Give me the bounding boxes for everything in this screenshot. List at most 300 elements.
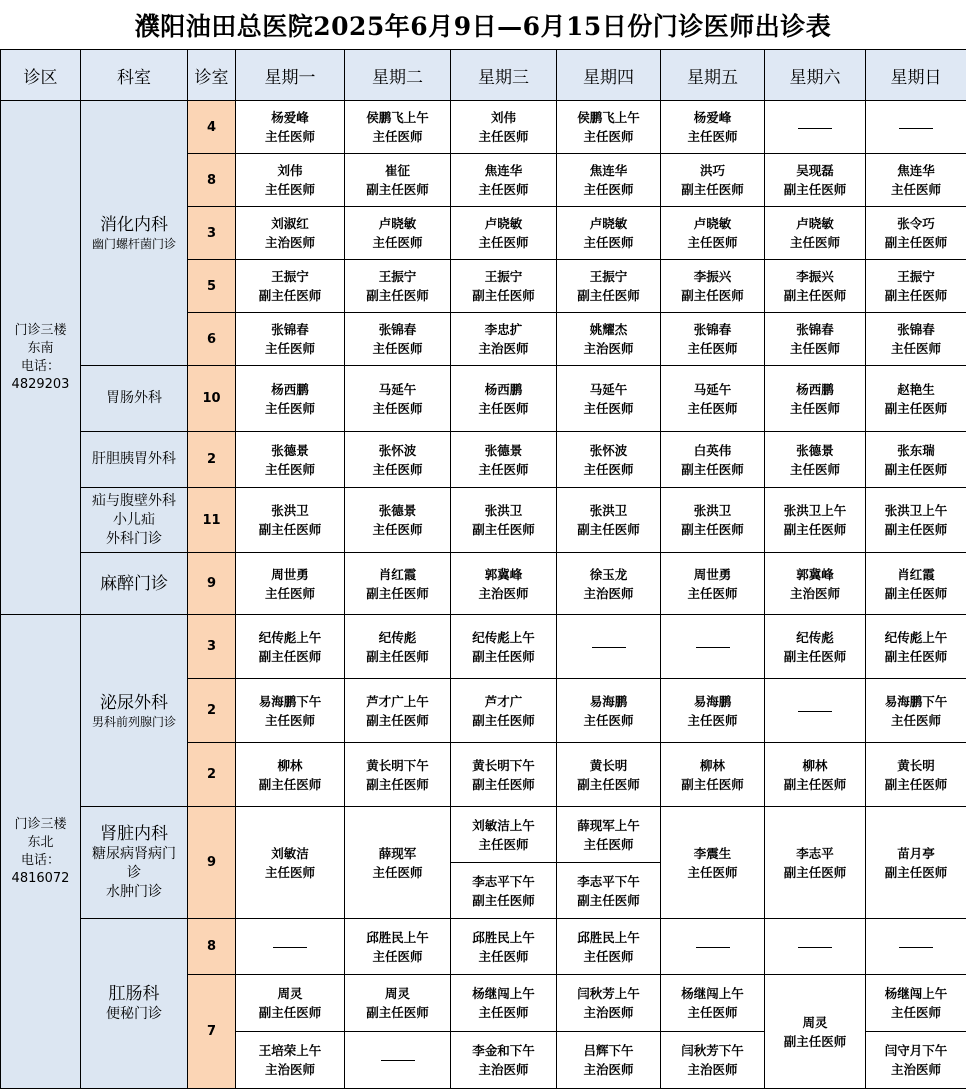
dash-mark <box>592 647 626 648</box>
empty-cell <box>661 919 765 975</box>
doctor-name: 张洪卫 <box>661 501 764 520</box>
doctor-title: 副主任医师 <box>661 286 764 305</box>
room-number: 3 <box>188 615 236 679</box>
dash-mark <box>696 947 730 948</box>
doctor-cell <box>345 207 451 260</box>
doctor-name: 张锦春 <box>345 320 450 339</box>
doctor-title: 主任医师 <box>765 339 865 358</box>
doctor-name: 张洪卫 <box>451 501 556 520</box>
doctor-cell <box>866 432 966 488</box>
doctor-cell <box>451 207 557 260</box>
label-line: 肝胆胰胃外科 <box>81 450 187 469</box>
doctor-cell <box>661 154 765 207</box>
doctor-title: 副主任医师 <box>866 863 966 882</box>
doctor-title: 主任医师 <box>345 520 450 539</box>
morning-slot <box>557 975 660 1032</box>
doctor-name: 杨西鹏 <box>451 380 556 399</box>
header-thu: 星期四 <box>557 50 661 101</box>
doctor-title: 主任医师 <box>557 399 660 418</box>
doctor-name: 赵艳生 <box>866 380 966 399</box>
dash-mark <box>381 1060 415 1061</box>
doctor-name: 白英伟 <box>661 441 764 460</box>
doctor-title: 主治医师 <box>451 584 556 603</box>
doctor-cell <box>765 807 866 919</box>
split-halves <box>345 975 450 1088</box>
doctor-title: 主治医师 <box>866 1060 966 1079</box>
doctor-name: 焦连华 <box>451 161 556 180</box>
doctor-title: 主任医师 <box>451 460 556 479</box>
doctor-title: 主任医师 <box>236 127 344 146</box>
doctor-title: 副主任医师 <box>866 286 966 305</box>
doctor-title: 副主任医师 <box>345 180 450 199</box>
doctor-title: 副主任医师 <box>451 711 556 730</box>
doctor-title: 主治医师 <box>765 584 865 603</box>
room-number: 8 <box>188 919 236 975</box>
room-number: 9 <box>188 553 236 615</box>
doctor-cell <box>451 366 557 432</box>
doctor-name: 杨爱峰 <box>236 108 344 127</box>
doctor-title: 主任医师 <box>236 711 344 730</box>
label-line: 东北 <box>1 834 80 852</box>
doctor-cell <box>236 207 345 260</box>
table-row <box>1 615 966 679</box>
doctor-name: 吕辉下午 <box>557 1041 660 1060</box>
doctor-cell <box>345 101 451 154</box>
doctor-cell <box>345 743 451 807</box>
doctor-title: 主治医师 <box>557 1060 660 1079</box>
afternoon-slot <box>557 1032 660 1088</box>
doctor-name: 张德景 <box>451 441 556 460</box>
doctor-cell <box>451 154 557 207</box>
label-line: 幽门螺杆菌门诊 <box>81 236 187 252</box>
doctor-name: 张锦春 <box>765 320 865 339</box>
doctor-title: 副主任医师 <box>866 233 966 252</box>
doctor-cell <box>661 432 765 488</box>
doctor-cell <box>765 615 866 679</box>
doctor-name: 张德景 <box>765 441 865 460</box>
page-title: 濮阳油田总医院2025年6月9日—6月15日份门诊医师出诊表 <box>0 0 966 49</box>
split-cell <box>661 975 765 1089</box>
split-halves <box>661 975 764 1088</box>
doctor-title: 主任医师 <box>661 399 764 418</box>
label-line: 小儿疝 <box>81 511 187 530</box>
doctor-name: 纪传彪 <box>345 628 450 647</box>
doctor-name: 卢晓敏 <box>765 214 865 233</box>
doctor-title: 主任医师 <box>866 339 966 358</box>
doctor-cell <box>866 743 966 807</box>
doctor-title: 副主任医师 <box>661 520 764 539</box>
doctor-cell <box>557 919 661 975</box>
doctor-title: 副主任医师 <box>236 1003 344 1022</box>
doctor-cell <box>557 553 661 615</box>
room-number: 7 <box>188 975 236 1089</box>
dash-mark <box>696 647 730 648</box>
dept-nephrology <box>81 807 188 919</box>
doctor-cell <box>765 207 866 260</box>
doctor-name: 邱胜民上午 <box>345 928 450 947</box>
doctor-cell <box>236 432 345 488</box>
doctor-cell <box>866 366 966 432</box>
doctor-name: 周灵 <box>765 1013 865 1032</box>
doctor-title: 主治医师 <box>236 233 344 252</box>
doctor-cell <box>236 366 345 432</box>
doctor-title: 主任医师 <box>661 339 764 358</box>
label-line: 电话： <box>1 358 80 376</box>
room-number: 9 <box>188 807 236 919</box>
doctor-name: 王培荣上午 <box>236 1041 344 1060</box>
doctor-cell <box>236 743 345 807</box>
doctor-name: 纪传彪上午 <box>866 628 966 647</box>
doctor-name: 易海鹏 <box>557 692 660 711</box>
doctor-cell <box>557 432 661 488</box>
doctor-cell <box>345 366 451 432</box>
doctor-cell <box>661 313 765 366</box>
doctor-title: 副主任医师 <box>765 863 865 882</box>
doctor-name: 刘敏洁上午 <box>451 816 556 835</box>
doctor-name: 苗月亭 <box>866 844 966 863</box>
empty-cell <box>866 101 966 154</box>
dash-mark <box>798 947 832 948</box>
split-cell <box>557 807 661 919</box>
label-line: 泌尿外科 <box>81 692 187 714</box>
doctor-cell <box>236 679 345 743</box>
doctor-title: 主任医师 <box>765 399 865 418</box>
doctor-title: 主任医师 <box>866 180 966 199</box>
dept-urology <box>81 615 188 807</box>
doctor-name: 李振兴 <box>765 267 865 286</box>
room-number: 2 <box>188 743 236 807</box>
doctor-cell <box>236 807 345 919</box>
afternoon-slot <box>451 863 556 918</box>
doctor-title: 副主任医师 <box>345 775 450 794</box>
doctor-name: 邱胜民上午 <box>451 928 556 947</box>
morning-slot <box>557 807 660 863</box>
doctor-cell <box>345 553 451 615</box>
doctor-name: 周世勇 <box>236 565 344 584</box>
table-row <box>1 919 966 975</box>
doctor-name: 黄长明 <box>557 756 660 775</box>
doctor-name: 焦连华 <box>557 161 660 180</box>
room-number: 4 <box>188 101 236 154</box>
table-row <box>1 366 966 432</box>
label-line: 门诊三楼 <box>1 816 80 834</box>
doctor-title: 副主任医师 <box>765 1032 865 1051</box>
doctor-cell <box>661 260 765 313</box>
doctor-title: 副主任医师 <box>661 775 764 794</box>
doctor-name: 纪传彪上午 <box>236 628 344 647</box>
morning-slot <box>866 975 966 1032</box>
doctor-cell <box>451 743 557 807</box>
doctor-title: 副主任医师 <box>866 647 966 666</box>
doctor-name: 杨继闯上午 <box>451 984 556 1003</box>
doctor-title: 副主任医师 <box>236 286 344 305</box>
doctor-cell <box>451 553 557 615</box>
doctor-name: 李震生 <box>661 844 764 863</box>
room-number: 5 <box>188 260 236 313</box>
header-room: 诊室 <box>188 50 236 101</box>
doctor-cell <box>236 488 345 553</box>
doctor-name: 张洪卫 <box>236 501 344 520</box>
doctor-name: 薛现军上午 <box>557 816 660 835</box>
doctor-title: 主任医师 <box>661 711 764 730</box>
label-line: 消化内科 <box>81 214 187 236</box>
doctor-cell <box>236 313 345 366</box>
doctor-title: 主任医师 <box>451 180 556 199</box>
doctor-cell <box>765 260 866 313</box>
doctor-name: 黄长明下午 <box>345 756 450 775</box>
doctor-name: 闫秋芳下午 <box>661 1041 764 1060</box>
doctor-title: 副主任医师 <box>765 775 865 794</box>
split-cell <box>451 807 557 919</box>
header-fri: 星期五 <box>661 50 765 101</box>
doctor-cell <box>557 679 661 743</box>
doctor-name: 纪传彪 <box>765 628 865 647</box>
morning-slot <box>661 975 764 1032</box>
doctor-cell <box>345 432 451 488</box>
doctor-name: 黄长明 <box>866 756 966 775</box>
afternoon-slot-empty <box>345 1032 450 1088</box>
label-line: 电话： <box>1 852 80 870</box>
doctor-title: 副主任医师 <box>236 775 344 794</box>
doctor-name: 闫守月下午 <box>866 1041 966 1060</box>
doctor-cell <box>765 313 866 366</box>
doctor-cell <box>765 432 866 488</box>
doctor-title: 主任医师 <box>345 947 450 966</box>
doctor-cell <box>661 207 765 260</box>
doctor-name: 吴现磊 <box>765 161 865 180</box>
doctor-title: 副主任医师 <box>661 180 764 199</box>
doctor-title: 主任医师 <box>236 399 344 418</box>
empty-cell <box>236 919 345 975</box>
doctor-cell <box>236 553 345 615</box>
doctor-cell <box>765 975 866 1089</box>
doctor-title: 主任医师 <box>451 399 556 418</box>
doctor-title: 副主任医师 <box>765 647 865 666</box>
doctor-name: 张怀波 <box>345 441 450 460</box>
empty-cell <box>765 101 866 154</box>
doctor-title: 主任医师 <box>345 863 450 882</box>
doctor-title: 主治医师 <box>236 1060 344 1079</box>
doctor-title: 主任医师 <box>345 233 450 252</box>
doctor-cell <box>557 260 661 313</box>
doctor-name: 芦才广 <box>451 692 556 711</box>
doctor-name: 周灵 <box>345 984 450 1003</box>
doctor-name: 张令巧 <box>866 214 966 233</box>
schedule-table <box>0 49 966 1089</box>
header-mon: 星期一 <box>236 50 345 101</box>
doctor-name: 杨继闯上午 <box>866 984 966 1003</box>
morning-slot <box>345 975 450 1032</box>
doctor-cell <box>765 154 866 207</box>
doctor-name: 张锦春 <box>661 320 764 339</box>
split-cell <box>451 975 557 1089</box>
doctor-name: 张德景 <box>345 501 450 520</box>
empty-cell <box>557 615 661 679</box>
doctor-name: 刘淑红 <box>236 214 344 233</box>
doctor-name: 李志平下午 <box>451 872 556 891</box>
doctor-cell <box>765 366 866 432</box>
afternoon-slot <box>661 1032 764 1088</box>
doctor-cell <box>866 154 966 207</box>
doctor-title: 主任医师 <box>557 127 660 146</box>
doctor-title: 主任医师 <box>451 835 556 854</box>
doctor-title: 主任医师 <box>236 460 344 479</box>
doctor-cell <box>557 207 661 260</box>
header-wed: 星期三 <box>451 50 557 101</box>
doctor-title: 副主任医师 <box>866 775 966 794</box>
split-halves <box>451 975 556 1088</box>
doctor-title: 副主任医师 <box>765 180 865 199</box>
doctor-cell <box>451 615 557 679</box>
doctor-name: 卢晓敏 <box>661 214 764 233</box>
label-line: 水肿门诊 <box>81 883 187 902</box>
doctor-name: 马延午 <box>557 380 660 399</box>
doctor-cell <box>661 807 765 919</box>
doctor-cell <box>866 207 966 260</box>
doctor-name: 李忠扩 <box>451 320 556 339</box>
doctor-cell <box>345 260 451 313</box>
label-line: 肾脏内科 <box>81 823 187 845</box>
doctor-title: 副主任医师 <box>345 711 450 730</box>
doctor-title: 主任医师 <box>557 711 660 730</box>
split-halves <box>451 807 556 918</box>
empty-cell <box>866 919 966 975</box>
doctor-title: 副主任医师 <box>451 775 556 794</box>
doctor-cell <box>451 313 557 366</box>
doctor-name: 肖红霞 <box>345 565 450 584</box>
doctor-title: 主任医师 <box>557 233 660 252</box>
doctor-name: 张怀波 <box>557 441 660 460</box>
doctor-cell <box>345 488 451 553</box>
empty-cell <box>661 615 765 679</box>
doctor-title: 副主任医师 <box>451 647 556 666</box>
room-number: 2 <box>188 679 236 743</box>
doctor-name: 杨继闯上午 <box>661 984 764 1003</box>
morning-slot <box>451 807 556 863</box>
doctor-title: 主治医师 <box>557 584 660 603</box>
header-tue: 星期二 <box>345 50 451 101</box>
table-row <box>1 432 966 488</box>
room-number: 6 <box>188 313 236 366</box>
header-dept: 科室 <box>81 50 188 101</box>
doctor-cell <box>866 679 966 743</box>
dept-anesthesia <box>81 553 188 615</box>
doctor-cell <box>345 615 451 679</box>
dash-mark <box>899 947 933 948</box>
doctor-name: 黄长明下午 <box>451 756 556 775</box>
doctor-name: 杨西鹏 <box>236 380 344 399</box>
doctor-name: 柳林 <box>661 756 764 775</box>
afternoon-slot <box>866 1032 966 1088</box>
header-sun: 星期日 <box>866 50 966 101</box>
doctor-cell <box>345 679 451 743</box>
doctor-name: 刘敏洁 <box>236 844 344 863</box>
doctor-cell <box>661 743 765 807</box>
doctor-cell <box>866 488 966 553</box>
split-cell <box>866 975 966 1089</box>
doctor-name: 王振宁 <box>866 267 966 286</box>
doctor-title: 主任医师 <box>557 835 660 854</box>
doctor-name: 邱胜民上午 <box>557 928 660 947</box>
doctor-title: 主任医师 <box>866 711 966 730</box>
doctor-title: 主任医师 <box>765 460 865 479</box>
label-line: 疝与腹壁外科 <box>81 492 187 511</box>
doctor-cell <box>661 101 765 154</box>
room-number: 11 <box>188 488 236 553</box>
header-row <box>1 50 966 101</box>
doctor-cell <box>236 154 345 207</box>
split-halves <box>557 975 660 1088</box>
doctor-name: 王振宁 <box>451 267 556 286</box>
label-line: 肛肠科 <box>81 983 187 1005</box>
doctor-title: 副主任医师 <box>661 460 764 479</box>
split-halves <box>866 975 966 1088</box>
dept-proctology <box>81 919 188 1089</box>
label-line: 麻醉门诊 <box>81 573 187 595</box>
doctor-cell <box>557 101 661 154</box>
doctor-title: 主任医师 <box>236 180 344 199</box>
doctor-title: 主治医师 <box>451 1060 556 1079</box>
doctor-name: 郭冀峰 <box>765 565 865 584</box>
split-cell <box>236 975 345 1089</box>
doctor-title: 副主任医师 <box>236 520 344 539</box>
doctor-name: 卢晓敏 <box>451 214 556 233</box>
doctor-cell <box>345 807 451 919</box>
doctor-name: 徐玉龙 <box>557 565 660 584</box>
doctor-name: 张洪卫上午 <box>866 501 966 520</box>
table-row <box>1 807 966 919</box>
doctor-name: 纪传彪上午 <box>451 628 556 647</box>
doctor-title: 副主任医师 <box>236 647 344 666</box>
zone-southeast <box>1 101 81 615</box>
doctor-name: 柳林 <box>765 756 865 775</box>
doctor-title: 主任医师 <box>866 1003 966 1022</box>
doctor-title: 副主任医师 <box>451 286 556 305</box>
doctor-name: 侯鹏飞上午 <box>345 108 450 127</box>
doctor-title: 副主任医师 <box>765 286 865 305</box>
label-line: 便秘门诊 <box>81 1005 187 1024</box>
doctor-title: 主任医师 <box>345 399 450 418</box>
doctor-cell <box>661 553 765 615</box>
afternoon-slot <box>557 863 660 918</box>
doctor-cell <box>236 101 345 154</box>
doctor-title: 主任医师 <box>557 947 660 966</box>
doctor-cell <box>451 260 557 313</box>
doctor-name: 卢晓敏 <box>557 214 660 233</box>
doctor-name: 易海鹏下午 <box>866 692 966 711</box>
doctor-title: 副主任医师 <box>866 520 966 539</box>
label-line: 外科门诊 <box>81 530 187 549</box>
doctor-cell <box>451 488 557 553</box>
doctor-cell <box>557 488 661 553</box>
doctor-title: 副主任医师 <box>557 775 660 794</box>
doctor-cell <box>765 488 866 553</box>
doctor-cell <box>345 919 451 975</box>
doctor-title: 副主任医师 <box>451 520 556 539</box>
empty-cell <box>765 679 866 743</box>
doctor-cell <box>557 154 661 207</box>
doctor-cell <box>765 743 866 807</box>
doctor-cell <box>451 679 557 743</box>
doctor-title: 副主任医师 <box>866 399 966 418</box>
doctor-title: 主任医师 <box>661 233 764 252</box>
dash-mark <box>798 711 832 712</box>
dash-mark <box>899 128 933 129</box>
doctor-title: 主任医师 <box>765 233 865 252</box>
doctor-cell <box>866 615 966 679</box>
split-halves <box>236 975 344 1088</box>
doctor-title: 主任医师 <box>236 584 344 603</box>
